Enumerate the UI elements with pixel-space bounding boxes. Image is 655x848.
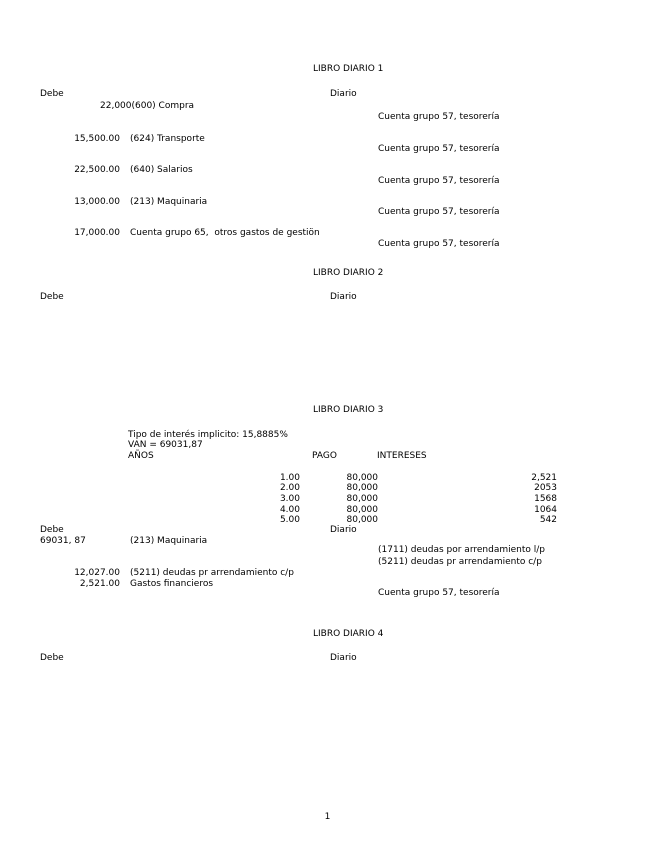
table-cell-ano: 5.00 xyxy=(279,515,300,525)
table-cell-pago: 80,000 xyxy=(346,505,378,515)
credit-account: (1711) deudas por arrendamiento l/p xyxy=(378,545,545,555)
libro1-debe-label: Debe xyxy=(40,89,64,99)
libro4-diario-label: Diario xyxy=(330,653,357,663)
debit-amount: 2,521.00 xyxy=(79,579,120,589)
table-cell-pago: 80,000 xyxy=(346,483,378,493)
table-header-intereses: INTERESES xyxy=(377,451,427,461)
libro4-title: LIBRO DIARIO 4 xyxy=(313,629,384,639)
debit-account: Cuenta grupo 65, otros gastos de gestiön xyxy=(130,228,320,238)
table-cell-pago: 80,000 xyxy=(346,515,378,525)
debit-account: (5211) deudas pr arrendamiento c/p xyxy=(130,568,294,578)
debit-account: (213) Maquinaria xyxy=(130,536,208,546)
interest-rate-note: Tipo de interés implicito: 15,8885% xyxy=(128,430,288,440)
table-cell-ano: 1.00 xyxy=(279,473,300,483)
debit-amount: 15,500.00 xyxy=(74,134,120,144)
libro3-diario-label: Diario xyxy=(330,525,357,535)
libro3-debe-label: Debe xyxy=(40,525,64,535)
table-cell-ano: 2.00 xyxy=(279,483,300,493)
debit-account: (640) Salarios xyxy=(130,165,193,175)
table-cell-pago: 80,000 xyxy=(346,473,378,483)
table-cell-ano: 3.00 xyxy=(279,494,300,504)
credit-account: Cuenta grupo 57, tesorería xyxy=(378,112,500,122)
credit-account: Cuenta grupo 57, tesorería xyxy=(378,239,500,249)
table-cell-ano: 4.00 xyxy=(279,505,300,515)
table-header-anos: AÑOS xyxy=(128,451,154,461)
table-cell-interes: 542 xyxy=(539,515,557,525)
table-cell-interes: 1568 xyxy=(534,494,557,504)
table-cell-interes: 2,521 xyxy=(531,473,557,483)
debit-amount: 17,000.00 xyxy=(74,228,120,238)
journal-entry-inline: 22,000(600) Compra xyxy=(100,101,195,111)
page-number: 1 xyxy=(324,812,331,822)
table-cell-pago: 80,000 xyxy=(346,494,378,504)
credit-account: (5211) deudas pr arrendamiento c/p xyxy=(378,557,542,567)
table-cell-interes: 2053 xyxy=(534,483,557,493)
table-header-pago: PAGO xyxy=(312,451,337,461)
debit-amount: 13,000.00 xyxy=(74,197,120,207)
libro1-title: LIBRO DIARIO 1 xyxy=(313,64,384,74)
van-note: VAN = 69031,87 xyxy=(128,440,203,450)
credit-account: Cuenta grupo 57, tesorería xyxy=(378,144,500,154)
table-cell-interes: 1064 xyxy=(534,505,557,515)
debit-account: Gastos financieros xyxy=(130,579,214,589)
libro2-diario-label: Diario xyxy=(330,292,357,302)
libro1-diario-label: Diario xyxy=(330,89,357,99)
debit-amount: 69031, 87 xyxy=(40,536,86,546)
libro2-debe-label: Debe xyxy=(40,292,64,302)
credit-account: Cuenta grupo 57, tesorería xyxy=(378,588,500,598)
libro2-title: LIBRO DIARIO 2 xyxy=(313,268,384,278)
debit-amount: 22,500.00 xyxy=(74,165,120,175)
debit-account: (213) Maquinaria xyxy=(130,197,208,207)
debit-account: (624) Transporte xyxy=(130,134,205,144)
libro3-title: LIBRO DIARIO 3 xyxy=(313,405,384,415)
credit-account: Cuenta grupo 57, tesorería xyxy=(378,176,500,186)
debit-amount: 12,027.00 xyxy=(74,568,120,578)
libro4-debe-label: Debe xyxy=(40,653,64,663)
credit-account: Cuenta grupo 57, tesorería xyxy=(378,207,500,217)
